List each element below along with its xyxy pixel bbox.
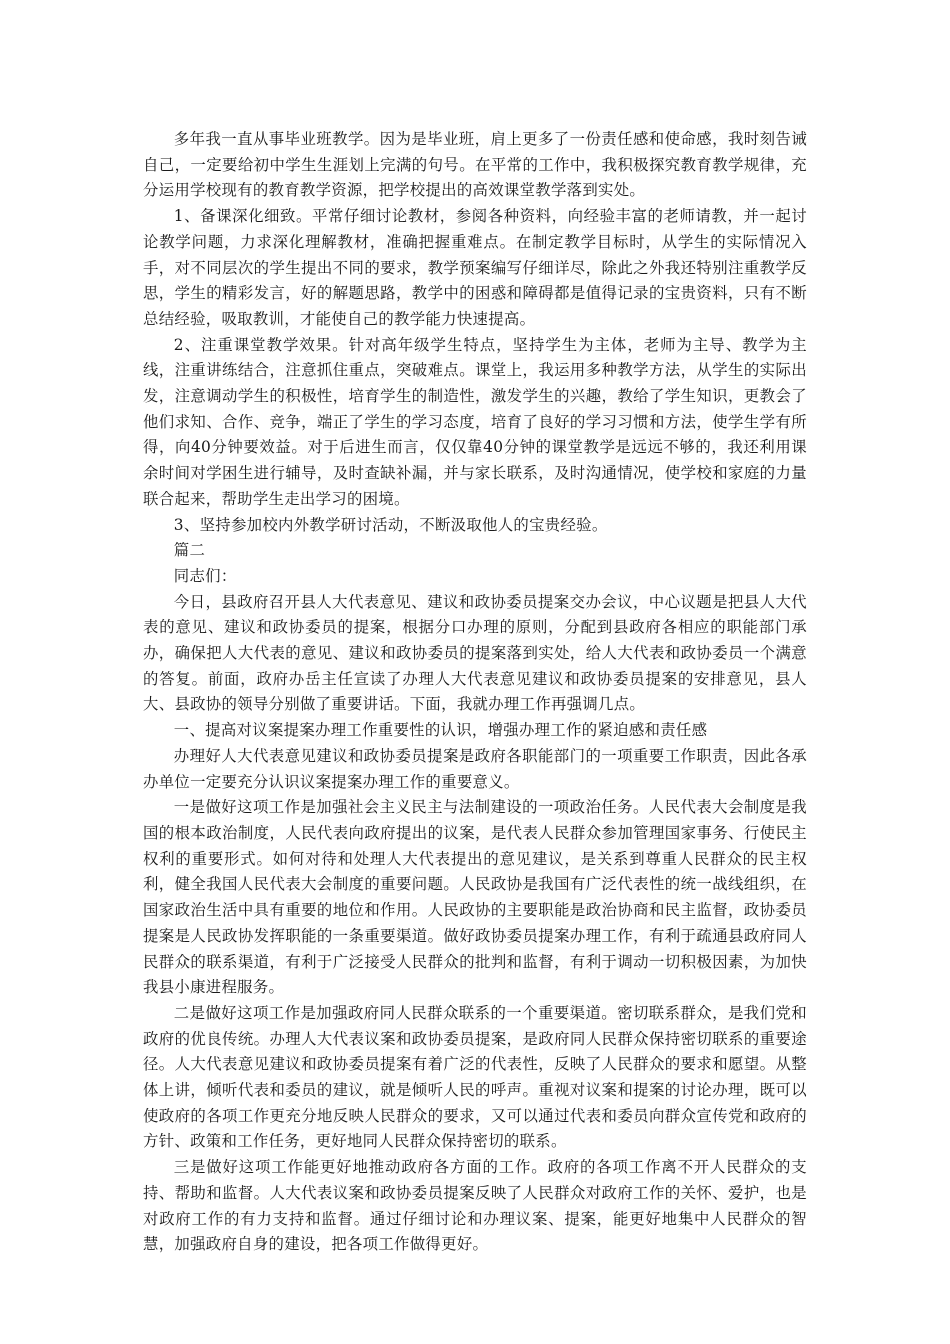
paragraph-point-two: 二是做好这项工作是加强政府同人民群众联系的一个重要渠道。密切联系群众，是我们党和政府的优良传统。办理人大代表议案和政协委员提案，是政府同人民群众保持密切联系的重要途径。人大代表意见建议和政协委员提案有着广泛的代表性，反映了人民群众的要求和愿望。从整体上讲，倾听代表和委员的建议，就是倾听人民的呼声。重视对议案和提案的讨论办理，既可以使政府的各项工作更充分地反映人民群众的要求，又可以通过代表和委员向群众宣传党和政府的方针、政策和工作任务，更好地同人民群众保持密切的联系。 (143, 1003, 807, 1151)
paragraph-item-1: 1、备课深化细致。平常仔细讨论教材，参阅各种资料，向经验丰富的老师请教，并一起讨论教学问题，力求深化理解教材，准确把握重难点。在制定教学目标时，从学生的实际情况入手，对不同层次的学生提出不同的要求，教学预案编写仔细详尽，除此之外我还特别注重教学反思，学生的精彩发言，好的解题思路，教学中的困惑和障碍都是值得记录的宝贵资料，只有不断总结经验，吸取教训，才能使自己的教学能力快速提高。 (143, 207, 807, 328)
section-heading-one: 一、提高对议案提案办理工作重要性的认识，增强办理工作的紧迫感和责任感 (173, 721, 708, 740)
paragraph-intro: 多年我一直从事毕业班教学。因为是毕业班，肩上更多了一份责任感和使命感，我时刻告诫自己，一定要给初中学生生涯划上完满的句号。在平常的工作中，我积极探究教育教学规律，充分运用学校现有的教育教学资源，把学校提出的高效课堂教学落到实处。 (143, 130, 807, 200)
paragraph-point-three: 三是做好这项工作能更好地推动政府各方面的工作。政府的各项工作离不开人民群众的支持、帮助和监督。人大代表议案和政协委员提案反映了人民群众对政府工作的关怀、爱护，也是对政府工作的有力支持和监督。通过仔细讨论和办理议案、提案，能更好地集中人民群众的智慧，加强政府自身的建设，把各项工作做得更好。 (143, 1158, 807, 1254)
salutation: 同志们： (173, 566, 237, 585)
section-heading-part-two: 篇二 (173, 541, 206, 560)
paragraph-point-one: 一是做好这项工作是加强社会主义民主与法制建设的一项政治任务。人民代表大会制度是我国的根本政治制度，人民代表向政府提出的议案，是代表人民群众参加管理国家事务、行使民主权利的重要形式。如何对待和处理人大代表提出的意见建议，是关系到尊重人民群众的民主权利，健全我国人民代表大会制度的重要问题。人民政协是我国有广泛代表性的统一战线组织，在国家政治生活中具有重要的地位和作用。人民政协的主要职能是政治协商和民主监督，政协委员提案是人民政协发挥职能的一条重要渠道。做好政协委员提案办理工作，有利于疏通县政府同人民群众的联系渠道，有利于广泛接受人民群众的批判和监督，有利于调动一切积极因素，为加快我县小康进程服务。 (143, 798, 807, 997)
document-body (143, 127, 807, 1258)
paragraph-opening: 今日，县政府召开县人大代表意见、建议和政协委员提案交办会议，中心议题是把县人大代表的意见、建议和政协委员的提案，根据分口办理的原则，分配到县政府各相应的职能部门承办，确保把人大代表的意见、建议和政协委员的提案落到实处，给人大代表和政协委员一个满意的答复。前面，政府办岳主任宣读了办理人大代表意见建议和政协委员提案的安排意见，县人大、县政协的领导分别做了重要讲话。下面，我就办理工作再强调几点。 (143, 592, 807, 714)
paragraph-responsibility: 办理好人大代表意见建议和政协委员提案是政府各职能部门的一项重要工作职责，因此各承办单位一定要充分认识议案提案办理工作的重要意义。 (143, 746, 807, 791)
paragraph-item-2: 2、注重课堂教学效果。针对高年级学生特点，坚持学生为主体，老师为主导、教学为主线，注重讲练结合，注意抓住重点，突破难点。课堂上，我运用多种教学方法，从学生的实际出发，注意调动学生的积极性，培育学生的制造性，激发学生的兴趣，教给了学生知识，更教会了他们求知、合作、竞争，端正了学生的学习态度，培育了良好的学习习惯和方法，使学生学有所得，向40分钟要效益。对于后进生而言，仅仅靠40分钟的课堂教学是远远不够的，我还利用课余时间对学困生进行辅导，及时查缺补漏，并与家长联系，及时沟通情况，使学校和家庭的力量联合起来，帮助学生走出学习的困境。 (143, 335, 807, 508)
paragraph-item-3: 3、坚持参加校内外教学研讨活动，不断汲取他人的宝贵经验。 (173, 515, 608, 534)
